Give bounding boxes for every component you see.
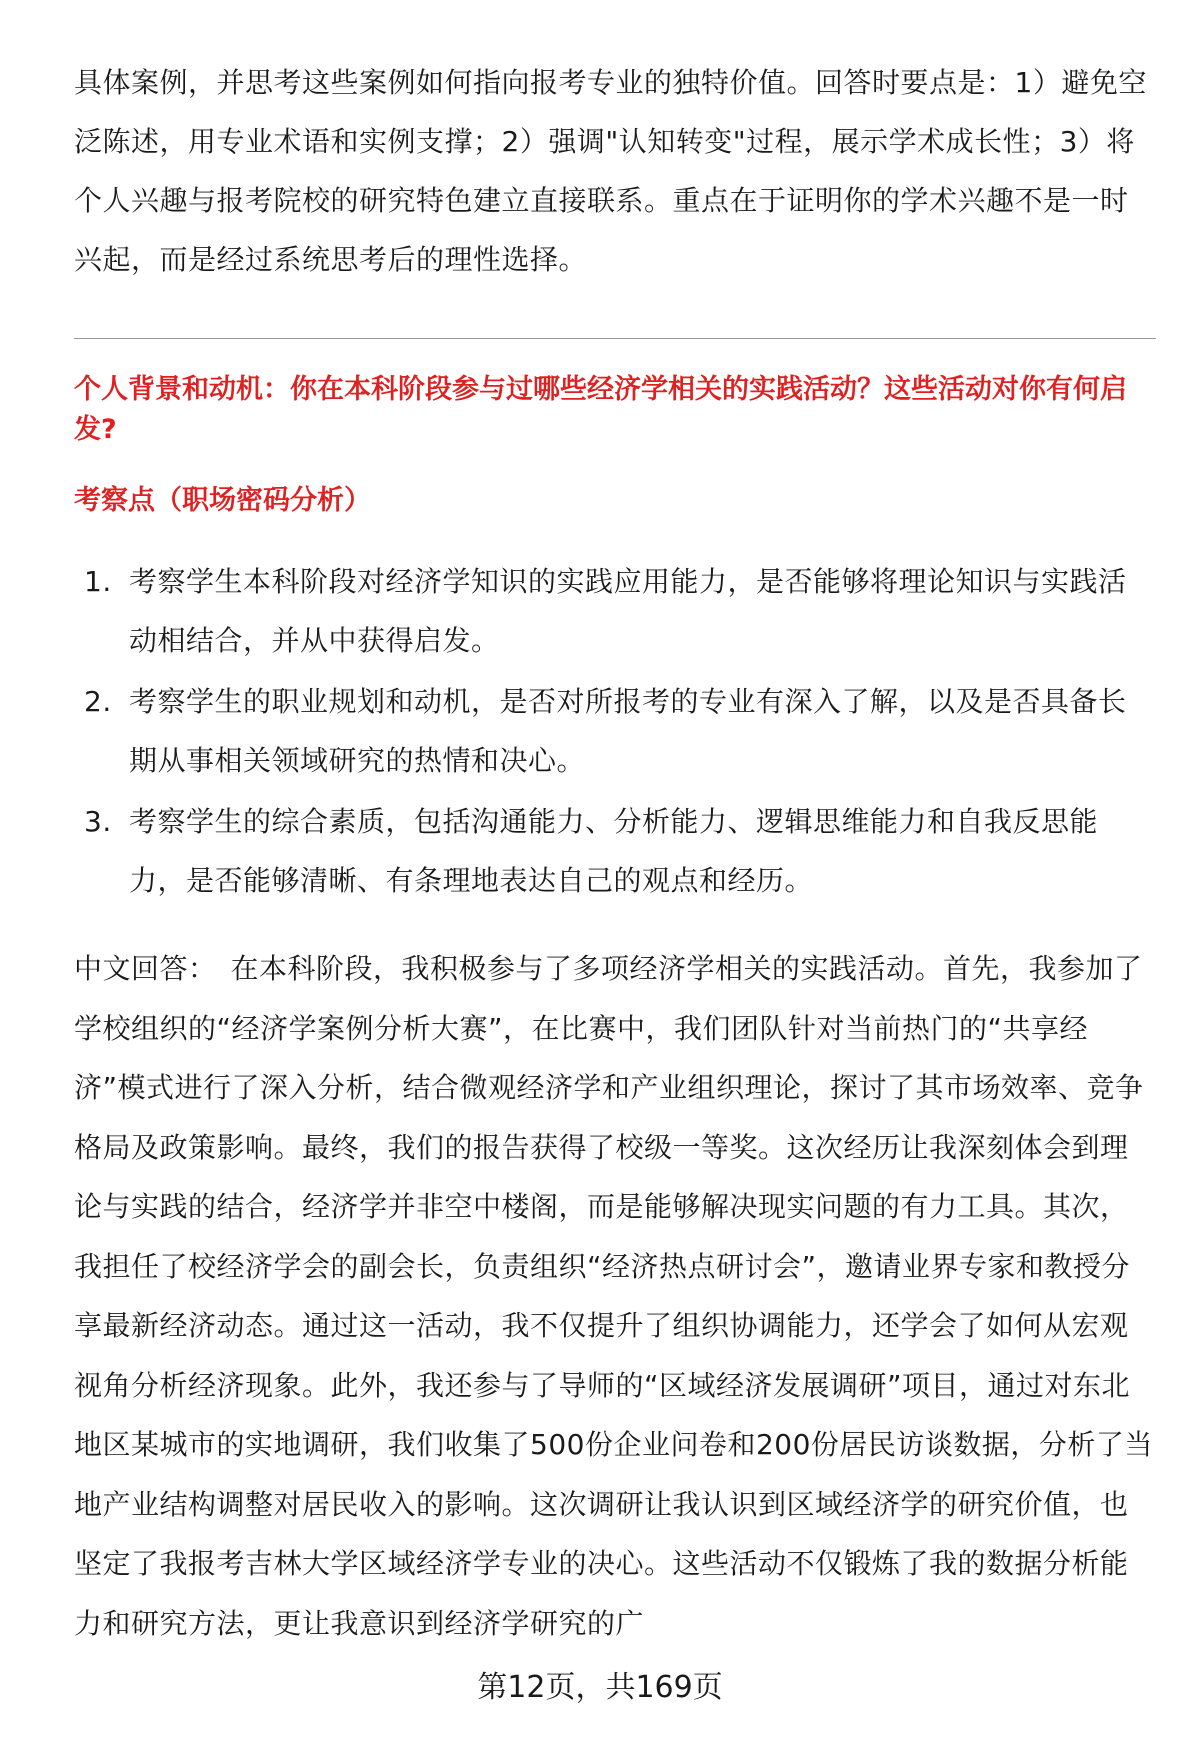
exam-point-text: 考察学生的职业规划和动机，是否对所报考的专业有深入了解，以及是否具备长期从事相关领域研究的热情和决心。 <box>129 685 1127 777</box>
document-page <box>74 0 1154 1755</box>
exam-points-heading: 考察点（职场密码分析） <box>74 485 371 516</box>
exam-point-text: 考察学生本科阶段对经济学知识的实践应用能力，是否能够将理论知识与实践活动相结合，并从中获得启发。 <box>129 565 1127 657</box>
answer-text: 在本科阶段，我积极参与了多项经济学相关的实践活动。首先，我参加了学校组织的“经济学案例分析大赛”，在比赛中，我们团队针对当前热门的“共享经济”模式进行了深入分析，结合微观经济学和产业组织理论，探讨了其市场效率、竞争格局及政策影响。最终，我们的报告获得了校级一等奖。这次经历让我深刻体会到理论与实践的结合，经济学并非空中楼阁，而是能够解决现实问题的有力工具。其次，我担任了校经济学会的副会长，负责组织“经济热点研讨会”，邀请业界专家和教授分享最新经济动态。通过这一活动，我不仅提升了组织协调能力，还学会了如何从宏观视角分析经济现象。此外，我还参与了导师的“区域经济发展调研”项目，通过对东北地区某城市的实地调研，我们收集了500份企业问卷和200份居民访谈数据，分析了当地产业结构调整对居民收入的影响。这次调研让我认识到区域经济学的研究价值，也坚定了我报考吉林大学区域经济学专业的决心。这些活动不仅锻炼了我的数据分析能力和研究方法，更让我意识到经济学研究的广 <box>74 952 1153 1640</box>
answer-label: 中文回答： <box>74 952 217 985</box>
exam-points-list <box>74 552 1154 912</box>
exam-point-1 <box>74 552 1154 670</box>
exam-point-number: 3. <box>84 805 112 838</box>
answer-paragraph <box>74 939 1154 1653</box>
exam-point-3 <box>74 792 1154 910</box>
exam-point-number: 1. <box>84 565 112 598</box>
section-divider <box>74 338 1156 339</box>
exam-point-text: 考察学生的综合素质，包括沟通能力、分析能力、逻辑思维能力和自我反思能力，是否能够清晰、有条理地表达自己的观点和经历。 <box>129 805 1099 897</box>
exam-point-number: 2. <box>84 685 112 718</box>
exam-point-2 <box>74 672 1154 790</box>
intro-paragraph: 具体案例，并思考这些案例如何指向报考专业的独特价值。回答时要点是：1）避免空泛陈述，用专业术语和实例支撑；2）强调"认知转变"过程，展示学术成长性；3）将个人兴趣与报考院校的研究特色建立直接联系。重点在于证明你的学术兴趣不是一时兴起，而是经过系统思考后的理性选择。 <box>74 66 1147 276</box>
question-title: 个人背景和动机：你在本科阶段参与过哪些经济学相关的实践活动？这些活动对你有何启发? <box>74 374 1127 445</box>
page-number-footer: 第12页，共169页 <box>477 1670 723 1705</box>
